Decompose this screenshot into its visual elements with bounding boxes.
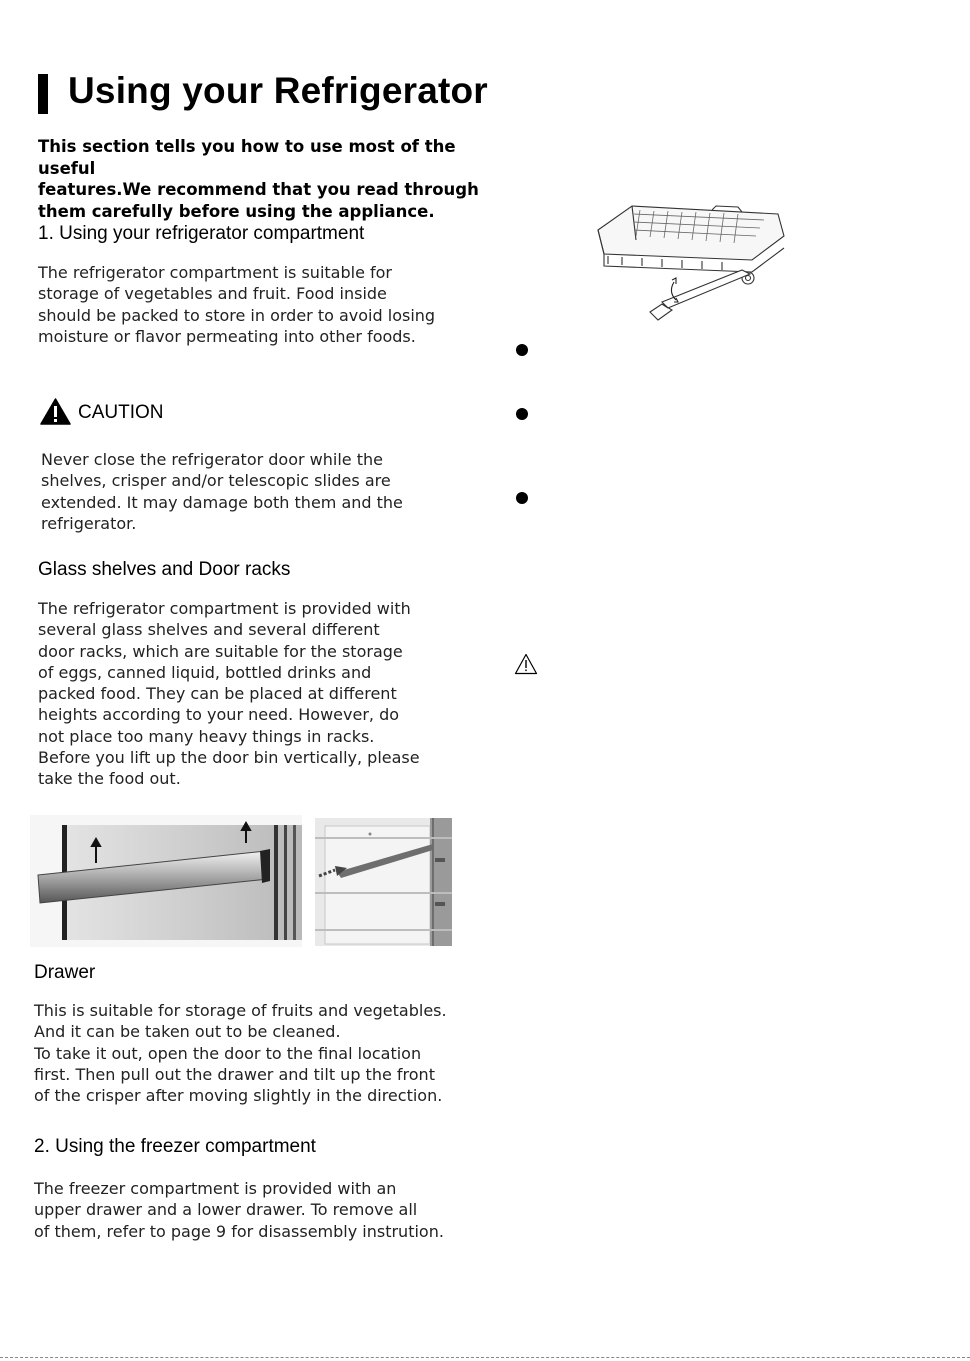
- paragraph-line: The refrigerator compartment is provided with: [38, 599, 411, 618]
- paragraph-line: extended. It may damage both them and the: [41, 492, 403, 512]
- paragraph-line: Never close the refrigerator door while the: [41, 450, 383, 469]
- paragraph-line: The refrigerator compartment is suitable for: [38, 263, 392, 282]
- paragraph-line: To take it out, open the door to the final location: [34, 1043, 422, 1063]
- paragraph-line: Before you lift up the door bin vertically, please: [38, 748, 420, 768]
- glass-shelf-photo: [315, 818, 452, 946]
- paragraph-line: packed food. They can be placed at different: [38, 684, 397, 704]
- section-1-heading: 1. Using your refrigerator compartment: [38, 223, 365, 244]
- door-rack-photo: [30, 815, 302, 947]
- glass-shelves-paragraph: [38, 598, 420, 790]
- section-2-paragraph: [34, 1178, 444, 1242]
- caution-paragraph: [41, 449, 403, 534]
- paragraph-line: The freezer compartment is provided with an: [34, 1179, 397, 1198]
- caution-label: CAUTION: [78, 402, 164, 423]
- paragraph-line: upper drawer and a lower drawer. To remove all: [34, 1200, 418, 1220]
- warning-triangle-outline-icon: [514, 653, 538, 675]
- paragraph-line: refrigerator.: [41, 513, 137, 533]
- paragraph-line: heights according to your need. However, do: [38, 705, 400, 725]
- bullet-dot-icon: [516, 344, 528, 356]
- intro-line: features.We recommend that you read through: [38, 180, 479, 199]
- paragraph-line: of the crisper after moving slightly in the direction.: [34, 1086, 443, 1106]
- paragraph-line: moisture or flavor permeating into other foods.: [38, 326, 416, 346]
- page-bottom-rule: [0, 1357, 970, 1358]
- intro-line: them carefully before using the appliance.: [38, 201, 435, 221]
- paragraph-line: This is suitable for storage of fruits and vegetables.: [34, 1001, 447, 1020]
- section-2-heading: 2. Using the freezer compartment: [34, 1136, 316, 1157]
- paragraph-line: storage of vegetables and fruit. Food inside: [38, 284, 387, 304]
- section-1-paragraph: [38, 262, 435, 347]
- title-accent-bar: [38, 74, 48, 114]
- warning-triangle-filled-icon: [40, 398, 71, 425]
- paragraph-line: of eggs, canned liquid, bottled drinks and: [38, 662, 372, 682]
- drawer-paragraph: [34, 1000, 447, 1106]
- paragraph-line: should be packed to store in order to avoid losing: [38, 305, 436, 325]
- ice-maker-diagram: [592, 200, 792, 325]
- bullet-dot-icon: [516, 492, 528, 504]
- paragraph-line: first. Then pull out the drawer and tilt up the front: [34, 1064, 435, 1084]
- drawer-heading: Drawer: [34, 962, 96, 983]
- paragraph-line: not place too many heavy things in racks.: [38, 726, 375, 746]
- paragraph-line: shelves, crisper and/or telescopic slides are: [41, 471, 391, 491]
- paragraph-line: of them, refer to page 9 for disassembly instrution.: [34, 1221, 444, 1241]
- intro-paragraph: [38, 136, 488, 222]
- intro-line: This section tells you how to use most of the useful: [38, 137, 456, 178]
- paragraph-line: take the food out.: [38, 769, 181, 789]
- paragraph-line: several glass shelves and several different: [38, 620, 380, 640]
- glass-shelves-heading: Glass shelves and Door racks: [38, 559, 291, 580]
- paragraph-line: And it can be taken out to be cleaned.: [34, 1022, 341, 1042]
- paragraph-line: door racks, which are suitable for the storage: [38, 641, 403, 661]
- page-title: Using your Refrigerator: [68, 70, 488, 111]
- bullet-dot-icon: [516, 408, 528, 420]
